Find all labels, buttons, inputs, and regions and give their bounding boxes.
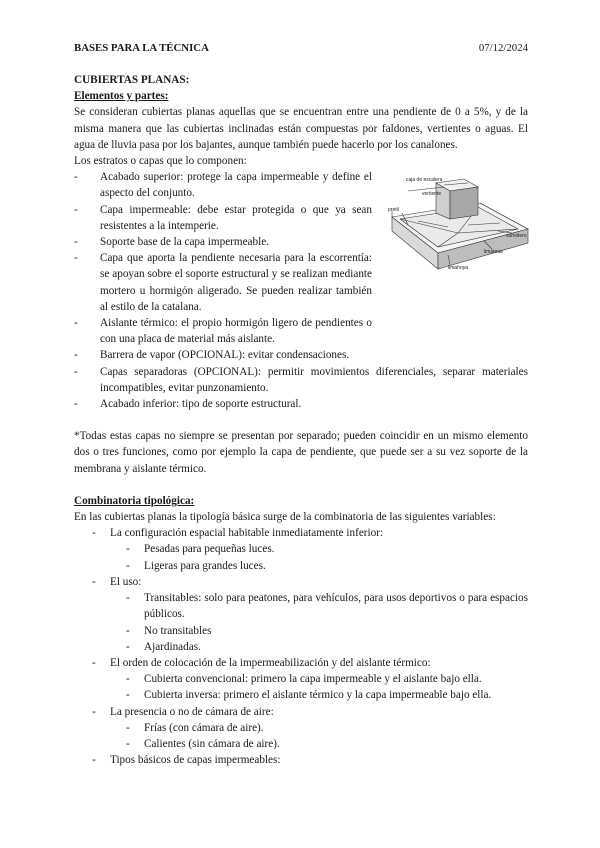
label-vertiente: vertiente	[422, 191, 442, 198]
list-item: - Barrera de vapor (OPCIONAL): evitar condensaciones.	[74, 347, 528, 363]
list-item: - Ajardinadas.	[110, 639, 528, 655]
list-item: - Aislante térmico: el propio hormigón ligero de pendientes o con una placa de material más aislante.	[74, 315, 372, 347]
layers-block	[74, 169, 528, 412]
sub-list	[110, 671, 528, 703]
sub-list	[110, 590, 528, 655]
list-item: - Frías (con cámara de aire).	[110, 720, 528, 736]
list-item: - Ligeras para grandes luces.	[110, 558, 528, 574]
list-item	[74, 655, 528, 704]
variable-label: El orden de colocación de la impermeabilización y del aislante térmico:	[110, 656, 431, 669]
variables-list	[74, 525, 528, 768]
note-paragraph: *Todas estas capas no siempre se presentan por separado; pueden coincidir en un mismo elemento dos o tres funciones, como por ejemplo la capa de pendiente, que puede ser a su vez soporte de la membrana y aislante térmico.	[74, 430, 528, 475]
layers-intro: Los estratos o capas que lo componen:	[74, 155, 247, 168]
list-item: - Transitables: solo para peatones, para vehículos, para usos deportivos o para espacios públicos.	[110, 590, 528, 622]
list-item: - Capa impermeable: debe estar protegida o que ya sean resistentes a la intemperie.	[74, 202, 372, 234]
list-item: - Soporte base de la capa impermeable.	[74, 234, 372, 250]
list-item	[74, 525, 528, 574]
section-heading: CUBIERTAS PLANAS:	[74, 74, 190, 86]
page-header	[74, 40, 528, 56]
list-item: - Capa que aporta la pendiente necesaria para la escorrentía: se apoyan sobre el soporte estructural y se realizan mediante mortero u hormigón aligerado. Se pueden realizar también al estilo de la catalana.	[74, 250, 372, 315]
label-sumidero: sumidero	[506, 233, 527, 240]
header-date: 07/12/2024	[478, 42, 528, 54]
section2	[74, 493, 528, 768]
page-content	[74, 72, 528, 768]
list-item: - Pesadas para pequeñas luces.	[110, 541, 528, 557]
variable-label: El uso:	[110, 575, 142, 588]
intro-paragraph: Se consideran cubiertas planas aquellas que se encuentran entre una pendiente de 0 a 5%, y de la misma manera que las cubiertas inclinadas están compuestas por faldones, vertientes o aguas. El agua de lluvia pasa por los bajantes, aunque también puede hacerlo por los canalones.	[74, 106, 528, 151]
header-title: BASES PARA LA TÉCNICA	[74, 42, 209, 54]
section2-heading: Combinatoria tipológica:	[74, 494, 195, 507]
list-item	[74, 704, 528, 753]
section-subheading: Elementos y partes:	[74, 90, 169, 103]
sub-list	[110, 541, 528, 573]
list-item: - Capas separadoras (OPCIONAL): permitir movimientos diferenciales, separar materiales incompatibles, evitar punzonamiento.	[74, 364, 528, 396]
list-item: - Calientes (sin cámara de aire).	[110, 736, 528, 752]
label-limahoya: limahoya	[448, 265, 469, 272]
list-item	[74, 574, 528, 655]
list-item: - No transitables	[110, 623, 528, 639]
variable-label: La presencia o no de cámara de aire:	[110, 705, 274, 718]
list-item: - Cubierta inversa: primero el aislante térmico y la capa impermeable bajo ella.	[110, 687, 528, 703]
section2-intro: En las cubiertas planas la tipología básica surge de la combinatoria de las siguientes variables:	[74, 511, 496, 524]
list-item: - Acabado superior: protege la capa impermeable y define el aspecto del conjunto.	[74, 169, 372, 201]
label-limatesa: limatesa	[484, 249, 503, 256]
variable-label: Tipos básicos de capas impermeables:	[110, 754, 281, 767]
list-item: - Cubierta convencional: primero la capa impermeable y el aislante bajo ella.	[110, 671, 528, 687]
variable-label: La configuración espacial habitable inmediatamente inferior:	[110, 527, 384, 540]
label-caja-escalera: caja de escalera	[406, 177, 443, 184]
sub-list	[110, 720, 528, 752]
list-item: - Acabado inferior: tipo de soporte estructural.	[74, 396, 528, 412]
label-pretil: pretil	[388, 207, 399, 214]
list-item	[74, 752, 528, 768]
flat-roof-diagram	[388, 169, 530, 279]
